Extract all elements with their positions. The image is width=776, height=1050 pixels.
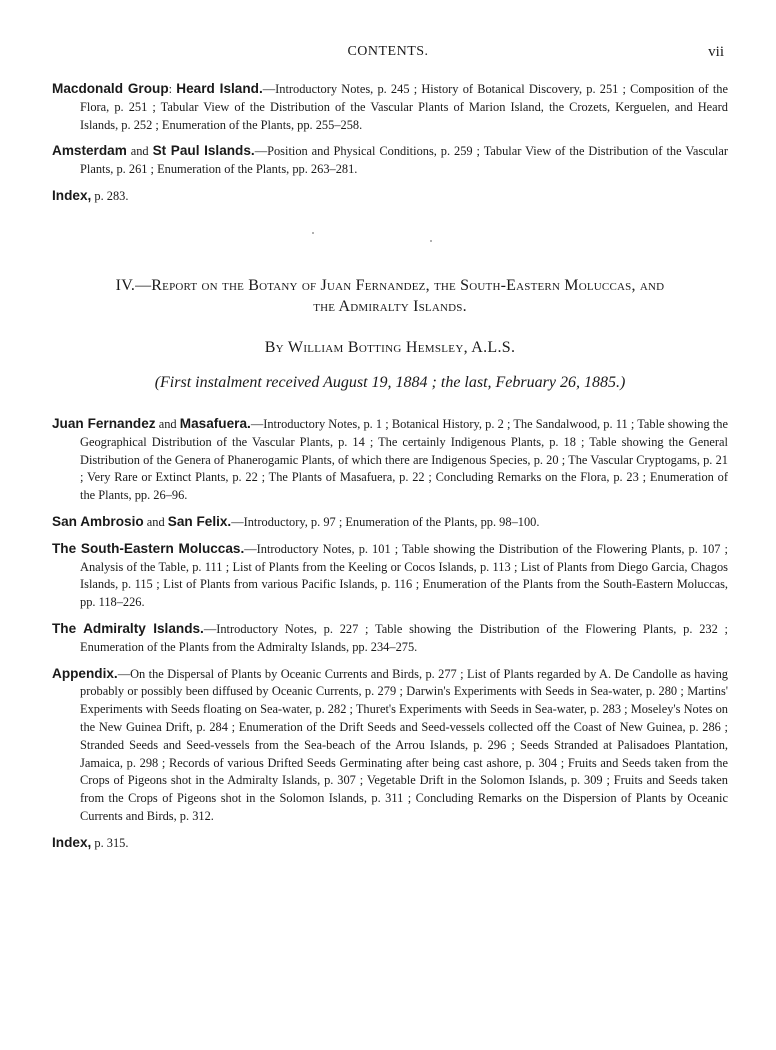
entry-index	[52, 187, 728, 206]
entry-text: —Introductory Notes, p. 245 ; History of Botanical Discovery, p. 251 ; Composition of the Flora, p. 251 ; Tabular View of the Distribution of the Vascular Plants of Marion Island, the Crozets, Kerguelen, and Heard Islands, p. 252 ; Enumeration of the Plants, pp. 255–258.	[80, 82, 729, 132]
entry-san-ambrosio	[52, 513, 728, 532]
entry-heading: Heard Island.	[176, 81, 263, 96]
scan-speck	[312, 232, 314, 234]
contents-block-2	[52, 415, 728, 853]
entry-text: —Introductory Notes, p. 227 ; Table showing the Distribution of the Flowering Plants, p. 232 ; Enumeration of the Plants from the Admiralty Islands, pp. 234–275.	[80, 621, 728, 654]
running-head	[0, 44, 776, 64]
entry-text: —Introductory Notes, p. 1 ; Botanical History, p. 2 ; The Sandalwood, p. 11 ; Table showing the Geographical Distribution of the Vascular Plants, p. 14 ; The certainly Indigenous Plants, p. 18 ; Table showing the General Distribution of the Genera of Phanerogamic Plants, of which there are Indigenous Species, p. 20 ; The Vascular Cryptogams, p. 21 ; Very Rare or Extinct Plants, p. 22 ; The Plants of Masafuera, p. 22 ; Concluding Remarks on the Flora, p. 23 ; Enumeration of the Plants, pp. 26–96.	[80, 417, 728, 503]
entry-text: —On the Dispersal of Plants by Oceanic Currents and Birds, p. 277 ; List of Plants regarded by A. De Candolle as having probably or possibly been diffused by Oceanic Currents, p. 279 ; Darwin's Experiments with Seeds in Sea-water, p. 280 ; Martins' Experiments with Seeds floating on Sea-water, p. 282 ; Thuret's Experiments with Seeds in Sea-water, p. 283 ; Moseley's Notes on the New Guinea Drift, p. 284 ; Enumeration of the Drift Seeds and Seed-vessels collected off the Coast of New Guinea, p. 286 ; Stranded Seeds and Seed-vessels from the Sea-beach of the Arrou Islands, p. 296 ; Seeds Stranded at Palisadoes Plantation, Jamaica, p. 298 ; Records of various Drifted Seeds Germinating after being cast ashore, p. 304 ; Fruits and Seeds taken from the Crops of Pigeons shot in the Admiralty Islands, p. 307 ; Vegetable Drift in the Solomon Islands, p. 309 ; Fruits and Seeds taken from the Crops of Pigeons shot in the Solomon Islands, p. 311 ; Concluding Remarks on the Dispersion of Plants by Oceanic Currents and Birds, p. 312.	[80, 666, 728, 823]
entry-heading: Index,	[52, 187, 92, 203]
page-number: vii	[708, 44, 724, 60]
scan-speck	[430, 240, 432, 242]
entry-heading: The South-Eastern Moluccas.	[52, 540, 245, 556]
entry-heading: Macdonald Group	[52, 81, 169, 96]
separator: :	[168, 82, 177, 96]
contents-block-1	[52, 80, 728, 206]
entry-heading: Index,	[52, 834, 92, 850]
entry-text: —Position and Physical Conditions, p. 259 ; Tabular View of the Distribution of the Vascular Plants, p. 261 ; Enumeration of the Plants, pp. 263–281.	[80, 144, 728, 177]
entry-text: p. 283.	[91, 188, 129, 203]
entry-appendix	[52, 665, 728, 826]
entry-heading: The Admiralty Islands.	[52, 620, 204, 636]
entry-moluccas	[52, 540, 728, 612]
report-title	[52, 275, 728, 317]
entry-text: p. 315.	[91, 835, 129, 850]
entry-juan-fernandez	[52, 415, 728, 505]
report-author: By William Botting Hemsley, A.L.S.	[264, 339, 516, 356]
entry-macdonald-group	[52, 80, 728, 134]
entry-heading: Juan Fernandez	[52, 416, 156, 431]
entry-heading: Appendix.	[52, 665, 118, 681]
entry-heading: Masafuera.	[179, 416, 251, 431]
entry-text: —Introductory Notes, p. 101 ; Table showing the Distribution of the Flowering Plants, p. 107 ; Analysis of the Table, p. 111 ; List of Plants from the Keeling or Cocos Islands, p. 113 ; List of Plants from Diego Garcia, Chagos Islands, p. 115 ; List of Plants from various Pacific Islands, p. 116 ; Enumeration of the Plants from the South-Eastern Moluccas, pp. 118–226.	[80, 541, 728, 610]
report-title-line-2: the Admiralty Islands.	[313, 298, 467, 315]
entry-amsterdam	[52, 142, 728, 179]
entry-text: —Introductory, p. 97 ; Enumeration of the Plants, pp. 98–100.	[231, 514, 540, 529]
entry-heading: St Paul Islands.	[152, 143, 255, 159]
running-title: CONTENTS.	[347, 44, 429, 59]
dates-text: (First instalment received August 19, 1884 ; the last, February 26, 1885.)	[154, 374, 626, 391]
entry-index-2	[52, 834, 728, 853]
report-title-line-1: IV.—Report on the Botany of Juan Fernandez, the South-Eastern Moluccas, and	[115, 277, 665, 294]
connector: and	[155, 417, 180, 431]
report-dates	[52, 374, 728, 392]
entry-heading: San Ambrosio	[52, 513, 144, 529]
connector: and	[143, 514, 168, 529]
entry-admiralty	[52, 620, 728, 657]
connector: and	[126, 144, 153, 159]
entry-heading: Amsterdam	[52, 143, 127, 159]
entry-heading: San Felix.	[167, 513, 232, 529]
